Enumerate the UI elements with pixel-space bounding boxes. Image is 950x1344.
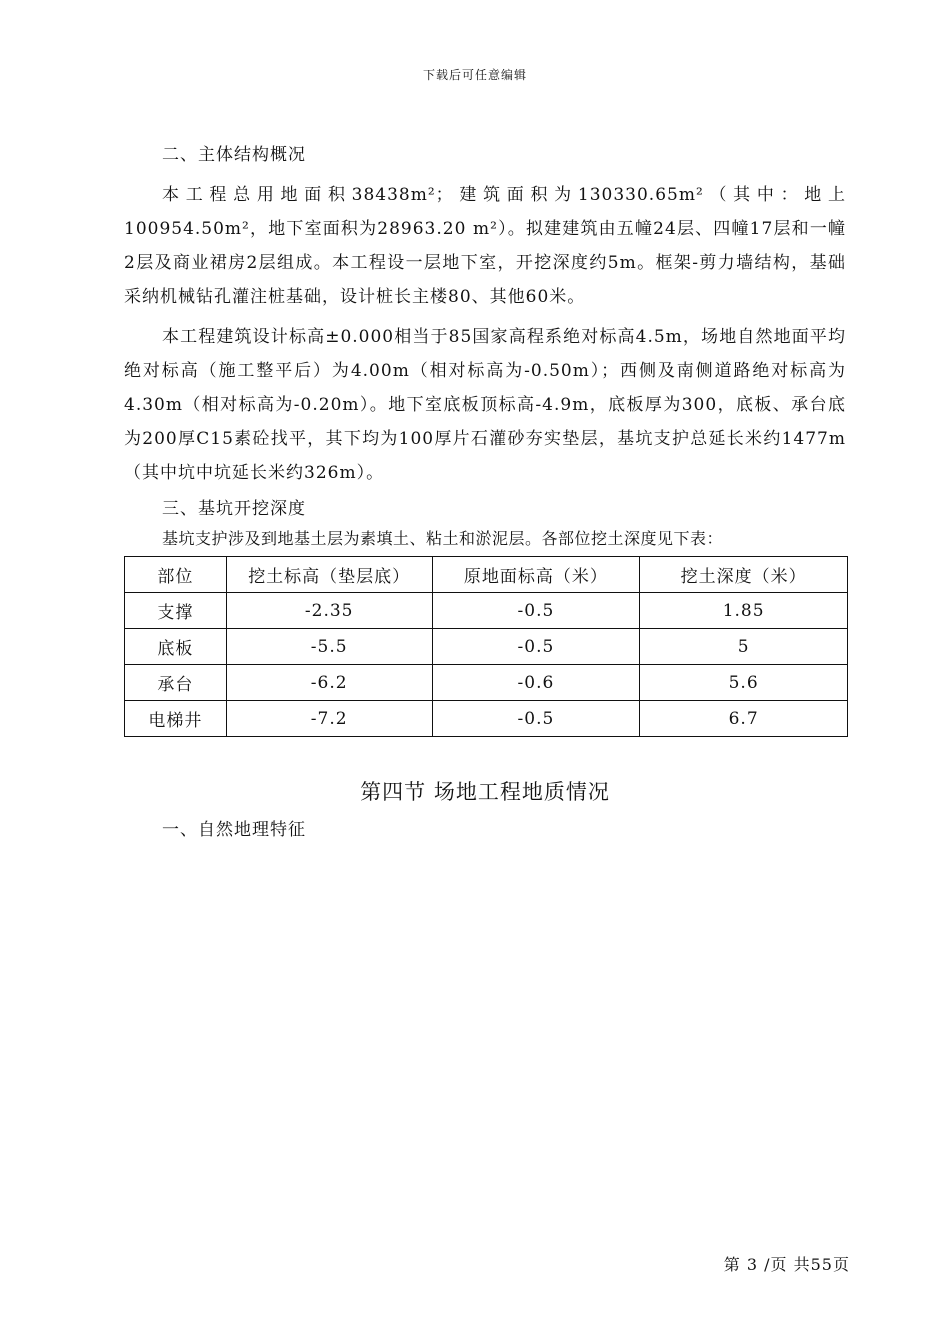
- section-heading-excavation: 三、基坑开挖深度: [162, 499, 306, 519]
- table-cell: 6.7: [640, 701, 848, 737]
- table-cell: 底板: [125, 629, 227, 665]
- table-row: [125, 665, 848, 701]
- document-body: [124, 140, 846, 845]
- table-cell: 1.85: [640, 593, 848, 629]
- table-header-cell: 挖土深度（米）: [640, 557, 848, 593]
- table-header-cell: 挖土标高（垫层底）: [226, 557, 432, 593]
- table-cell: 电梯井: [125, 701, 227, 737]
- table-header-cell: 原地面标高（米）: [432, 557, 640, 593]
- header-note: 下载后可任意编辑: [422, 68, 527, 82]
- section-title-geology: 第四节 场地工程地质情况: [360, 780, 610, 804]
- table-cell: 5: [640, 629, 848, 665]
- table-cell: -0.5: [432, 593, 640, 629]
- table-cell: -2.35: [226, 593, 432, 629]
- table-row: [125, 593, 848, 629]
- table-header-row: [125, 557, 848, 593]
- table-row: [125, 629, 848, 665]
- excavation-lead-text: 基坑支护涉及到地基土层为素填土、粘土和淤泥层。各部位挖土深度见下表：: [162, 529, 724, 548]
- table-cell: -7.2: [226, 701, 432, 737]
- table-cell: -5.5: [226, 629, 432, 665]
- table-cell: 5.6: [640, 665, 848, 701]
- excavation-depth-table: [124, 556, 848, 737]
- section-heading-structure: 二、主体结构概况: [162, 145, 306, 165]
- table-row: [125, 701, 848, 737]
- table-cell: 支撑: [125, 593, 227, 629]
- table-cell: 承台: [125, 665, 227, 701]
- page-number: 第 3 /页 共55页: [723, 1255, 850, 1274]
- table-cell: -0.6: [432, 665, 640, 701]
- paragraph-structure-overview: 本工程总用地面积38438m²；建筑面积为130330.65m²（其中：地上100954.50m²，地下室面积为28963.20 m²）。拟建建筑由五幢24层、四幢17层和一幢2层及商业裙房2层组成。本工程设一层地下室，开挖深度约5m。框架-剪力墙结构，基础采纳机械钻孔灌注桩基础，设计桩长主楼80、其他60米。: [124, 185, 846, 307]
- table-cell: -6.2: [226, 665, 432, 701]
- table-header-cell: 部位: [125, 557, 227, 593]
- table-cell: -0.5: [432, 629, 640, 665]
- paragraph-elevation: 本工程建筑设计标高±0.000相当于85国家高程系绝对标高4.5m，场地自然地面平均绝对标高（施工整平后）为4.00m（相对标高为-0.50m）；西侧及南侧道路绝对标高为4.30m（相对标高为-0.20m）。地下室底板顶标高-4.9m，底板厚为300，底板、承台底为200厚C15素砼找平，其下均为100厚片石灌砂夯实垫层，基坑支护总延长米约1477m（其中坑中坑延长米约326m）。: [124, 327, 846, 483]
- table-cell: -0.5: [432, 701, 640, 737]
- section-heading-geography: 一、自然地理特征: [162, 820, 306, 840]
